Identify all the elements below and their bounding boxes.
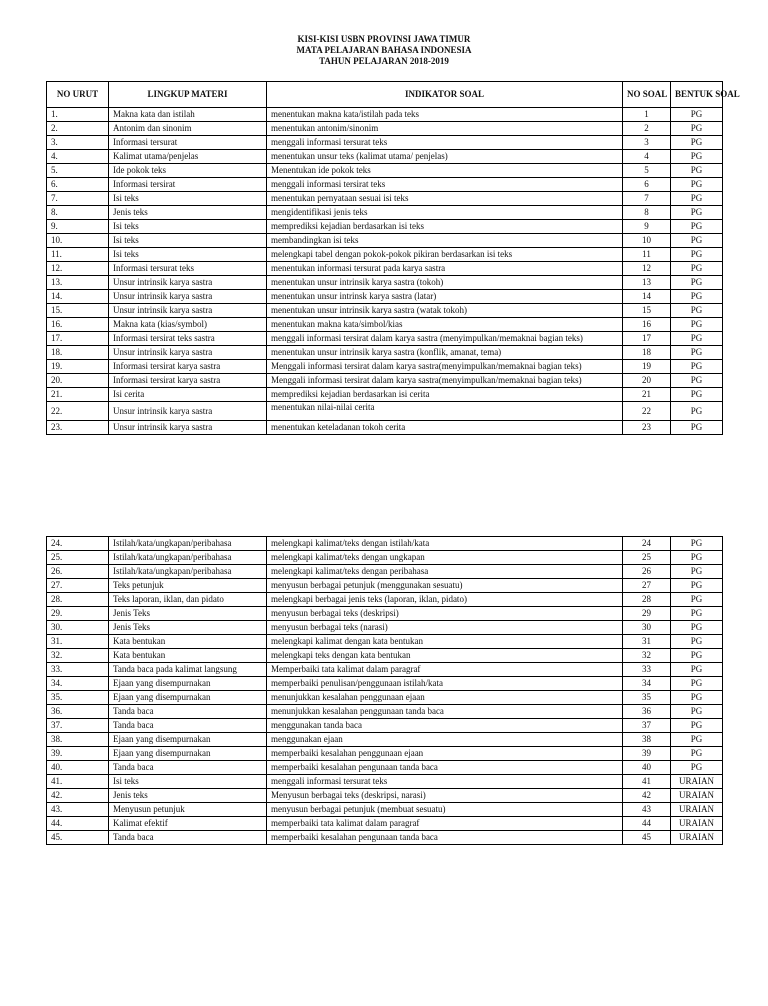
header-lingkup-materi: LINGKUP MATERI	[109, 82, 267, 108]
lingkup-materi-cell: Tanda baca	[109, 719, 267, 733]
lingkup-materi-cell: Teks laporan, iklan, dan pidato	[109, 593, 267, 607]
bentuk-soal-cell: PG	[671, 719, 723, 733]
bentuk-soal-cell: URAIAN	[671, 789, 723, 803]
table-row	[47, 621, 723, 635]
no-urut-cell: 33.	[47, 663, 109, 677]
lingkup-materi-cell: Ide pokok teks	[109, 164, 267, 178]
bentuk-soal-cell: PG	[671, 537, 723, 551]
table-row	[47, 775, 723, 789]
bentuk-soal-cell: PG	[671, 318, 723, 332]
lingkup-materi-cell: Ejaan yang disempurnakan	[109, 691, 267, 705]
lingkup-materi-cell: Informasi tersirat	[109, 178, 267, 192]
lingkup-materi-cell: Informasi tersirat teks sastra	[109, 332, 267, 346]
no-soal-cell: 32	[623, 649, 671, 663]
indikator-soal-cell: menunjukkan kesalahan penggunaan ejaan	[267, 691, 623, 705]
table-row	[47, 388, 723, 402]
indikator-soal-cell: melengkapi kalimat/teks dengan istilah/kata	[267, 537, 623, 551]
bentuk-soal-cell: URAIAN	[671, 831, 723, 845]
table-row	[47, 635, 723, 649]
no-urut-cell: 6.	[47, 178, 109, 192]
kisi-table-part-1	[46, 81, 740, 435]
lingkup-materi-cell: Isi teks	[109, 192, 267, 206]
no-urut-cell: 3.	[47, 136, 109, 150]
lingkup-materi-cell: Menyusun petunjuk	[109, 803, 267, 817]
indikator-soal-cell: memperbaiki kesalahan pengunaan tanda baca	[267, 761, 623, 775]
no-urut-cell: 31.	[47, 635, 109, 649]
table-row	[47, 789, 723, 803]
no-urut-cell: 45.	[47, 831, 109, 845]
table-row	[47, 421, 723, 435]
no-urut-cell: 7.	[47, 192, 109, 206]
no-soal-cell: 35	[623, 691, 671, 705]
lingkup-materi-cell: Makna kata (kias/symbol)	[109, 318, 267, 332]
table-row	[47, 262, 723, 276]
bentuk-soal-cell: PG	[671, 733, 723, 747]
no-soal-cell: 5	[623, 164, 671, 178]
indikator-soal-cell: menyusun berbagai petunjuk (membuat sesuatu)	[267, 803, 623, 817]
indikator-soal-cell: menggunakan tanda baca	[267, 719, 623, 733]
no-urut-cell: 43.	[47, 803, 109, 817]
no-soal-cell: 3	[623, 136, 671, 150]
table-row	[47, 178, 723, 192]
no-soal-cell: 26	[623, 565, 671, 579]
no-urut-cell: 29.	[47, 607, 109, 621]
indikator-soal-cell: menentukan makna kata/istilah pada teks	[267, 108, 623, 122]
no-soal-cell: 24	[623, 537, 671, 551]
indikator-soal-cell: menggunakan ejaan	[267, 733, 623, 747]
bentuk-soal-cell: PG	[671, 136, 723, 150]
table-row	[47, 122, 723, 136]
no-soal-cell: 21	[623, 388, 671, 402]
indikator-soal-cell: menentukan unsur intrinsik karya sastra (tokoh)	[267, 276, 623, 290]
no-urut-cell: 34.	[47, 677, 109, 691]
no-urut-cell: 16.	[47, 318, 109, 332]
no-soal-cell: 23	[623, 421, 671, 435]
no-soal-cell: 4	[623, 150, 671, 164]
no-urut-cell: 26.	[47, 565, 109, 579]
table-row	[47, 234, 723, 248]
bentuk-soal-cell: PG	[671, 192, 723, 206]
lingkup-materi-cell: Makna kata dan istilah	[109, 108, 267, 122]
bentuk-soal-cell: PG	[671, 150, 723, 164]
bentuk-soal-cell: PG	[671, 761, 723, 775]
indikator-soal-cell: Menentukan ide pokok teks	[267, 164, 623, 178]
indikator-soal-cell: membandingkan isi teks	[267, 234, 623, 248]
table-row	[47, 248, 723, 262]
lingkup-materi-cell: Ejaan yang disempurnakan	[109, 677, 267, 691]
indikator-soal-cell: melengkapi berbagai jenis teks (laporan, iklan, pidato)	[267, 593, 623, 607]
indikator-soal-cell: menggali informasi tersirat teks	[267, 178, 623, 192]
no-soal-cell: 41	[623, 775, 671, 789]
header-no-urut: NO URUT	[47, 82, 109, 108]
table-row	[47, 374, 723, 388]
indikator-soal-cell: mengidentifikasi jenis teks	[267, 206, 623, 220]
bentuk-soal-cell: PG	[671, 206, 723, 220]
table-row	[47, 192, 723, 206]
indikator-soal-cell: menentukan pernyataan sesuai isi teks	[267, 192, 623, 206]
table-row	[47, 817, 723, 831]
bentuk-soal-cell: PG	[671, 332, 723, 346]
table-row	[47, 649, 723, 663]
no-urut-cell: 20.	[47, 374, 109, 388]
bentuk-soal-cell: PG	[671, 290, 723, 304]
no-soal-cell: 42	[623, 789, 671, 803]
bentuk-soal-cell: PG	[671, 705, 723, 719]
no-urut-cell: 23.	[47, 421, 109, 435]
bentuk-soal-cell: PG	[671, 565, 723, 579]
no-urut-cell: 19.	[47, 360, 109, 374]
bentuk-soal-cell: PG	[671, 663, 723, 677]
indikator-soal-cell: Menyusun berbagai teks (deskripsi, narasi)	[267, 789, 623, 803]
no-soal-cell: 43	[623, 803, 671, 817]
bentuk-soal-cell: PG	[671, 164, 723, 178]
indikator-soal-cell: memperbaiki penulisan/penggunaan istilah/kata	[267, 677, 623, 691]
indikator-soal-cell: Memperbaiki tata kalimat dalam paragraf	[267, 663, 623, 677]
indikator-soal-cell: menyusun berbagai teks (deskripsi)	[267, 607, 623, 621]
no-urut-cell: 42.	[47, 789, 109, 803]
lingkup-materi-cell: Istilah/kata/ungkapan/peribahasa	[109, 551, 267, 565]
no-urut-cell: 41.	[47, 775, 109, 789]
no-urut-cell: 22.	[47, 402, 109, 421]
no-soal-cell: 2	[623, 122, 671, 136]
no-urut-cell: 12.	[47, 262, 109, 276]
table-row	[47, 537, 723, 551]
table-row	[47, 551, 723, 565]
no-soal-cell: 40	[623, 761, 671, 775]
no-soal-cell: 9	[623, 220, 671, 234]
bentuk-soal-cell: PG	[671, 108, 723, 122]
bentuk-soal-cell: PG	[671, 621, 723, 635]
table-row	[47, 593, 723, 607]
lingkup-materi-cell: Jenis teks	[109, 789, 267, 803]
no-soal-cell: 20	[623, 374, 671, 388]
no-urut-cell: 24.	[47, 537, 109, 551]
no-soal-cell: 17	[623, 332, 671, 346]
no-soal-cell: 10	[623, 234, 671, 248]
no-soal-cell: 34	[623, 677, 671, 691]
lingkup-materi-cell: Istilah/kata/ungkapan/peribahasa	[109, 565, 267, 579]
indikator-soal-cell: melengkapi kalimat/teks dengan ungkapan	[267, 551, 623, 565]
no-urut-cell: 2.	[47, 122, 109, 136]
lingkup-materi-cell: Isi teks	[109, 220, 267, 234]
lingkup-materi-cell: Isi teks	[109, 248, 267, 262]
no-soal-cell: 1	[623, 108, 671, 122]
no-soal-cell: 27	[623, 579, 671, 593]
indikator-soal-cell: menentukan makna kata/simbol/kias	[267, 318, 623, 332]
bentuk-soal-cell: PG	[671, 691, 723, 705]
bentuk-soal-cell: PG	[671, 360, 723, 374]
lingkup-materi-cell: Unsur intrinsik karya sastra	[109, 304, 267, 318]
no-urut-cell: 32.	[47, 649, 109, 663]
lingkup-materi-cell: Kalimat utama/penjelas	[109, 150, 267, 164]
lingkup-materi-cell: Kata bentukan	[109, 649, 267, 663]
title-line-1: KISI-KISI USBN PROVINSI JAWA TIMUR	[297, 34, 471, 44]
no-urut-cell: 37.	[47, 719, 109, 733]
table-row	[47, 402, 723, 421]
bentuk-soal-cell: URAIAN	[671, 817, 723, 831]
header-bentuk-soal: BENTUK SOAL	[671, 82, 723, 108]
table-row	[47, 607, 723, 621]
no-urut-cell: 35.	[47, 691, 109, 705]
no-soal-cell: 37	[623, 719, 671, 733]
lingkup-materi-cell: Istilah/kata/ungkapan/peribahasa	[109, 537, 267, 551]
lingkup-materi-cell: Unsur intrinsik karya sastra	[109, 290, 267, 304]
indikator-soal-cell: menentukan keteladanan tokoh cerita	[267, 421, 623, 435]
table-header-row	[47, 82, 723, 108]
indikator-soal-cell: menentukan unsur intrinsk karya sastra (latar)	[267, 290, 623, 304]
lingkup-materi-cell: Antonim dan sinonim	[109, 122, 267, 136]
indikator-soal-cell: menentukan antonim/sinonim	[267, 122, 623, 136]
no-urut-cell: 40.	[47, 761, 109, 775]
indikator-soal-cell: menentukan unsur teks (kalimat utama/ penjelas)	[267, 150, 623, 164]
no-urut-cell: 4.	[47, 150, 109, 164]
no-urut-cell: 38.	[47, 733, 109, 747]
no-urut-cell: 39.	[47, 747, 109, 761]
table-row	[47, 691, 723, 705]
lingkup-materi-cell: Isi teks	[109, 234, 267, 248]
no-soal-cell: 44	[623, 817, 671, 831]
indikator-soal-cell: memperbaiki kesalahan penggunaan ejaan	[267, 747, 623, 761]
bentuk-soal-cell: PG	[671, 402, 723, 421]
indikator-soal-cell: melengkapi kalimat dengan kata bentukan	[267, 635, 623, 649]
bentuk-soal-cell: URAIAN	[671, 775, 723, 789]
no-urut-cell: 30.	[47, 621, 109, 635]
indikator-soal-cell: menentukan unsur intrinsik karya sastra (watak tokoh)	[267, 304, 623, 318]
table-row	[47, 747, 723, 761]
no-soal-cell: 16	[623, 318, 671, 332]
bentuk-soal-cell: PG	[671, 635, 723, 649]
indikator-soal-cell: melengkapi kalimat/teks dengan peribahasa	[267, 565, 623, 579]
bentuk-soal-cell: PG	[671, 304, 723, 318]
bentuk-soal-cell: PG	[671, 607, 723, 621]
bentuk-soal-cell: PG	[671, 220, 723, 234]
lingkup-materi-cell: Unsur intrinsik karya sastra	[109, 346, 267, 360]
indikator-soal-cell: memprediksi kejadian berdasarkan isi cerita	[267, 388, 623, 402]
no-urut-cell: 14.	[47, 290, 109, 304]
no-urut-cell: 10.	[47, 234, 109, 248]
bentuk-soal-cell: PG	[671, 677, 723, 691]
lingkup-materi-cell: Unsur intrinsik karya sastra	[109, 402, 267, 421]
table-row	[47, 346, 723, 360]
bentuk-soal-cell: PG	[671, 579, 723, 593]
indikator-soal-cell: menyusun berbagai petunjuk (menggunakan sesuatu)	[267, 579, 623, 593]
no-urut-cell: 11.	[47, 248, 109, 262]
indikator-soal-cell: menggali informasi tersirat dalam karya sastra (menyimpulkan/memaknai bagian teks)	[267, 332, 623, 346]
table-row	[47, 150, 723, 164]
no-urut-cell: 18.	[47, 346, 109, 360]
lingkup-materi-cell: Isi teks	[109, 775, 267, 789]
lingkup-materi-cell: Unsur intrinsik karya sastra	[109, 276, 267, 290]
lingkup-materi-cell: Teks petunjuk	[109, 579, 267, 593]
lingkup-materi-cell: Tanda baca	[109, 705, 267, 719]
table-row	[47, 761, 723, 775]
bentuk-soal-cell: URAIAN	[671, 803, 723, 817]
indikator-soal-cell: menyusun berbagai teks (narasi)	[267, 621, 623, 635]
table-row	[47, 136, 723, 150]
table-row	[47, 803, 723, 817]
bentuk-soal-cell: PG	[671, 234, 723, 248]
no-soal-cell: 15	[623, 304, 671, 318]
indikator-soal-cell: Menggali informasi tersirat dalam karya sastra(menyimpulkan/memaknai bagian teks)	[267, 374, 623, 388]
no-urut-cell: 21.	[47, 388, 109, 402]
no-soal-cell: 39	[623, 747, 671, 761]
table-row	[47, 719, 723, 733]
lingkup-materi-cell: Tanda baca	[109, 831, 267, 845]
no-soal-cell: 25	[623, 551, 671, 565]
table-row	[47, 579, 723, 593]
bentuk-soal-cell: PG	[671, 593, 723, 607]
indikator-soal-cell: memperbaiki tata kalimat dalam paragraf	[267, 817, 623, 831]
document-title	[0, 34, 768, 67]
no-urut-cell: 13.	[47, 276, 109, 290]
lingkup-materi-cell: Kata bentukan	[109, 635, 267, 649]
indikator-soal-cell: melengkapi tabel dengan pokok-pokok pikiran berdasarkan isi teks	[267, 248, 623, 262]
title-line-2: MATA PELAJARAN BAHASA INDONESIA	[296, 45, 472, 55]
bentuk-soal-cell: PG	[671, 421, 723, 435]
header-indikator-soal: INDIKATOR SOAL	[267, 82, 623, 108]
bentuk-soal-cell: PG	[671, 346, 723, 360]
no-urut-cell: 25.	[47, 551, 109, 565]
table-row	[47, 663, 723, 677]
no-soal-cell: 36	[623, 705, 671, 719]
no-soal-cell: 14	[623, 290, 671, 304]
table-row	[47, 290, 723, 304]
no-urut-cell: 27.	[47, 579, 109, 593]
no-urut-cell: 1.	[47, 108, 109, 122]
bentuk-soal-cell: PG	[671, 649, 723, 663]
lingkup-materi-cell: Jenis Teks	[109, 607, 267, 621]
lingkup-materi-cell: Ejaan yang disempurnakan	[109, 747, 267, 761]
table-row	[47, 565, 723, 579]
no-soal-cell: 11	[623, 248, 671, 262]
table-row	[47, 677, 723, 691]
no-soal-cell: 33	[623, 663, 671, 677]
indikator-soal-cell: menggali informasi tersurat teks	[267, 775, 623, 789]
no-soal-cell: 7	[623, 192, 671, 206]
bentuk-soal-cell: PG	[671, 388, 723, 402]
indikator-soal-cell: memprediksi kejadian berdasarkan isi teks	[267, 220, 623, 234]
no-soal-cell: 29	[623, 607, 671, 621]
bentuk-soal-cell: PG	[671, 262, 723, 276]
title-line-3: TAHUN PELAJARAN 2018-2019	[319, 56, 449, 66]
lingkup-materi-cell: Informasi tersirat karya sastra	[109, 360, 267, 374]
indikator-soal-cell: memperbaiki kesalahan pengunaan tanda baca	[267, 831, 623, 845]
table-row	[47, 360, 723, 374]
bentuk-soal-cell: PG	[671, 747, 723, 761]
no-urut-cell: 28.	[47, 593, 109, 607]
no-soal-cell: 6	[623, 178, 671, 192]
no-urut-cell: 44.	[47, 817, 109, 831]
table-row	[47, 206, 723, 220]
lingkup-materi-cell: Tanda baca pada kalimat langsung	[109, 663, 267, 677]
lingkup-materi-cell: Informasi tersirat karya sastra	[109, 374, 267, 388]
no-urut-cell: 8.	[47, 206, 109, 220]
no-soal-cell: 38	[623, 733, 671, 747]
no-urut-cell: 15.	[47, 304, 109, 318]
lingkup-materi-cell: Jenis teks	[109, 206, 267, 220]
no-urut-cell: 17.	[47, 332, 109, 346]
indikator-soal-cell: melengkapi teks dengan kata bentukan	[267, 649, 623, 663]
indikator-soal-cell: menggali informasi tersurat teks	[267, 136, 623, 150]
table-row	[47, 332, 723, 346]
table-row	[47, 220, 723, 234]
indikator-soal-cell: menunjukkan kesalahan penggunaan tanda baca	[267, 705, 623, 719]
indikator-soal-cell: menentukan unsur intrinsik karya sastra (konflik, amanat, tema)	[267, 346, 623, 360]
indikator-soal-cell: Menggali informasi tersirat dalam karya sastra(menyimpulkan/memaknai bagian teks)	[267, 360, 623, 374]
lingkup-materi-cell: Informasi tersurat	[109, 136, 267, 150]
no-urut-cell: 36.	[47, 705, 109, 719]
no-soal-cell: 31	[623, 635, 671, 649]
table-row	[47, 164, 723, 178]
no-soal-cell: 18	[623, 346, 671, 360]
no-urut-cell: 5.	[47, 164, 109, 178]
lingkup-materi-cell: Jenis Teks	[109, 621, 267, 635]
table-row	[47, 108, 723, 122]
bentuk-soal-cell: PG	[671, 178, 723, 192]
lingkup-materi-cell: Unsur intrinsik karya sastra	[109, 421, 267, 435]
bentuk-soal-cell: PG	[671, 248, 723, 262]
no-soal-cell: 28	[623, 593, 671, 607]
no-soal-cell: 30	[623, 621, 671, 635]
lingkup-materi-cell: Isi cerita	[109, 388, 267, 402]
table-row	[47, 733, 723, 747]
lingkup-materi-cell: Ejaan yang disempurnakan	[109, 733, 267, 747]
no-soal-cell: 45	[623, 831, 671, 845]
kisi-table-part-2	[46, 536, 723, 845]
no-urut-cell: 9.	[47, 220, 109, 234]
table-row	[47, 831, 723, 845]
header-no-soal: NO SOAL	[623, 82, 671, 108]
table-row	[47, 318, 723, 332]
no-soal-cell: 12	[623, 262, 671, 276]
bentuk-soal-cell: PG	[671, 551, 723, 565]
table-row	[47, 705, 723, 719]
table-row	[47, 276, 723, 290]
no-soal-cell: 22	[623, 402, 671, 421]
table-row	[47, 304, 723, 318]
lingkup-materi-cell: Tanda baca	[109, 761, 267, 775]
no-soal-cell: 19	[623, 360, 671, 374]
bentuk-soal-cell: PG	[671, 276, 723, 290]
bentuk-soal-cell: PG	[671, 374, 723, 388]
indikator-soal-cell: menentukan nilai-nilai cerita	[267, 402, 623, 421]
lingkup-materi-cell: Informasi tersurat teks	[109, 262, 267, 276]
no-soal-cell: 8	[623, 206, 671, 220]
bentuk-soal-cell: PG	[671, 122, 723, 136]
no-soal-cell: 13	[623, 276, 671, 290]
lingkup-materi-cell: Kalimat efektif	[109, 817, 267, 831]
indikator-soal-cell: menentukan informasi tersurat pada karya sastra	[267, 262, 623, 276]
